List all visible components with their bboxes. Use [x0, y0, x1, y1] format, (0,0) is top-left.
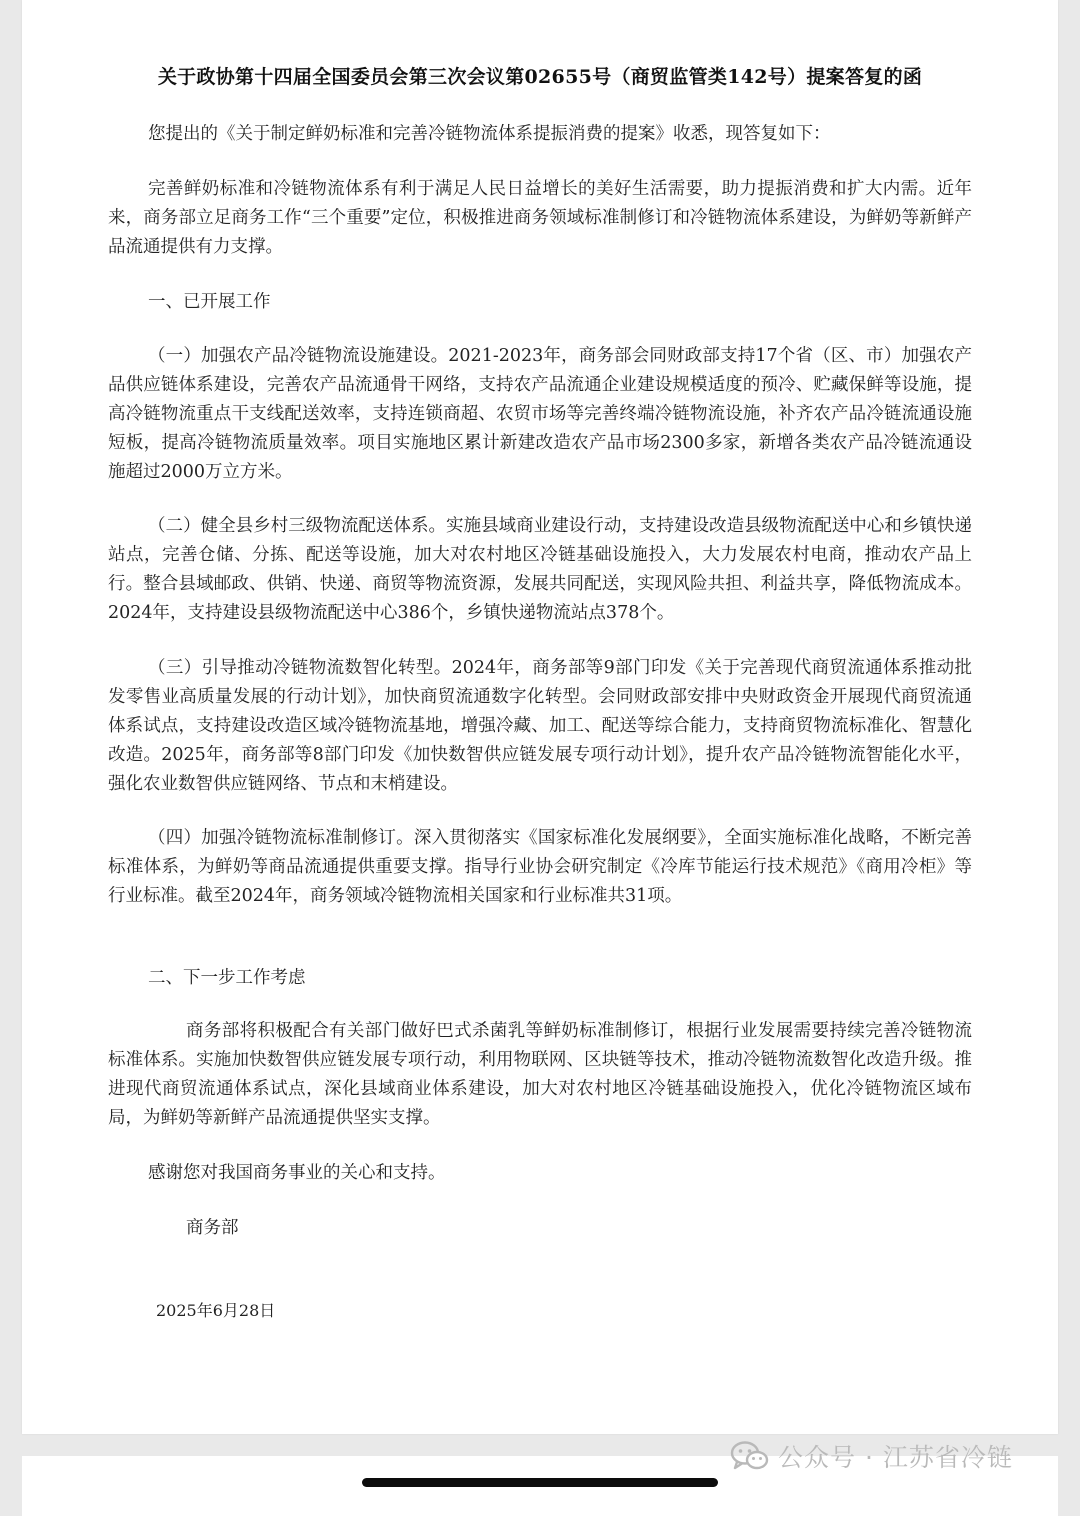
item-4-paragraph: （四）加强冷链物流标准制修订。深入贯彻落实《国家标准化发展纲要》，全面实施标准化战略，不断完善标准体系，为鲜奶等商品流通提供重要支撑。指导行业协会研究制定《冷库节能运行技术规范》《商用冷柜》等行业标准。截至2024年，商务领域冷链物流相关国家和行业标准共31项。 [108, 828, 972, 906]
section-heading-completed-work: 一、已开展工作 [148, 292, 271, 312]
overview-paragraph: 完善鲜奶标准和冷链物流体系有利于满足人民日益增长的美好生活需要，助力提振消费和扩大内需。近年来，商务部立足商务工作“三个重要”定位，积极推进商务领域标准制修订和冷链物流体系建设，为鲜奶等新鲜产品流通提供有力支撑。 [108, 179, 972, 257]
signature: 商务部 [186, 1218, 239, 1238]
document-date: 2025年6月28日 [156, 1301, 276, 1320]
document-title: 关于政协第十四届全国委员会第三次会议第02655号（商贸监管类142号）提案答复的函 [157, 66, 923, 88]
intro-paragraph: 您提出的《关于制定鲜奶标准和完善冷链物流体系提振消费的提案》收悉，现答复如下： [148, 124, 831, 144]
item-3-paragraph: （三）引导推动冷链物流数智化转型。2024年，商务部等9部门印发《关于完善现代商贸流通体系推动批发零售业高质量发展的行动计划》，加快商贸流通数字化转型。会同财政部安排中央财政资金开展现代商贸流通体系试点，支持建设改造区域冷链物流基地，增强冷藏、加工、配送等综合能力，支持商贸物流标准化、智慧化改造。2025年，商务部等8部门印发《加快数智供应链发展专项行动计划》，提升农产品冷链物流智能化水平，强化农业数智供应链网络、节点和末梢建设。 [108, 658, 972, 794]
watermark [730, 1434, 1013, 1478]
next-steps-paragraph: 商务部将积极配合有关部门做好巴式杀菌乳等鲜奶标准制修订，根据行业发展需要持续完善冷链物流标准体系。实施加快数智供应链发展专项行动，利用物联网、区块链等技术，推动冷链物流数智化改造升级。推进现代商贸流通体系试点，深化县域商业体系建设，加大对农村地区冷链基础设施投入，优化冷链物流区域布局，为鲜奶等新鲜产品流通提供坚实支撑。 [108, 1021, 972, 1128]
watermark-text: 公众号 · 江苏省冷链 [778, 1443, 1013, 1472]
section-heading-next-steps: 二、下一步工作考虑 [148, 968, 306, 988]
thanks-paragraph: 感谢您对我国商务事业的关心和支持。 [148, 1163, 446, 1183]
item-1-paragraph: （一）加强农产品冷链物流设施建设。2021-2023年，商务部会同财政部支持17个省（区、市）加强农产品供应链体系建设，完善农产品流通骨干网络，支持农产品流通企业建设规模适度的预冷、贮藏保鲜等设施，提高冷链物流重点干支线配送效率，支持连锁商超、农贸市场等完善终端冷链物流设施，补齐农产品冷链流通设施短板，提高冷链物流质量效率。项目实施地区累计新建改造农产品市场2300多家，新增各类农产品冷链流通设施超过2000万立方米。 [108, 346, 972, 482]
home-indicator[interactable] [362, 1478, 718, 1487]
wechat-icon [730, 1440, 770, 1472]
item-2-paragraph: （二）健全县乡村三级物流配送体系。实施县域商业建设行动，支持建设改造县级物流配送中心和乡镇快递站点，完善仓储、分拣、配送等设施，加大对农村地区冷链基础设施投入，大力发展农村电商，推动农产品上行。整合县域邮政、供销、快递、商贸等物流资源，发展共同配送，实现风险共担、利益共享，降低物流成本。2024年，支持建设县级物流配送中心386个，乡镇快递物流站点378个。 [108, 516, 972, 623]
